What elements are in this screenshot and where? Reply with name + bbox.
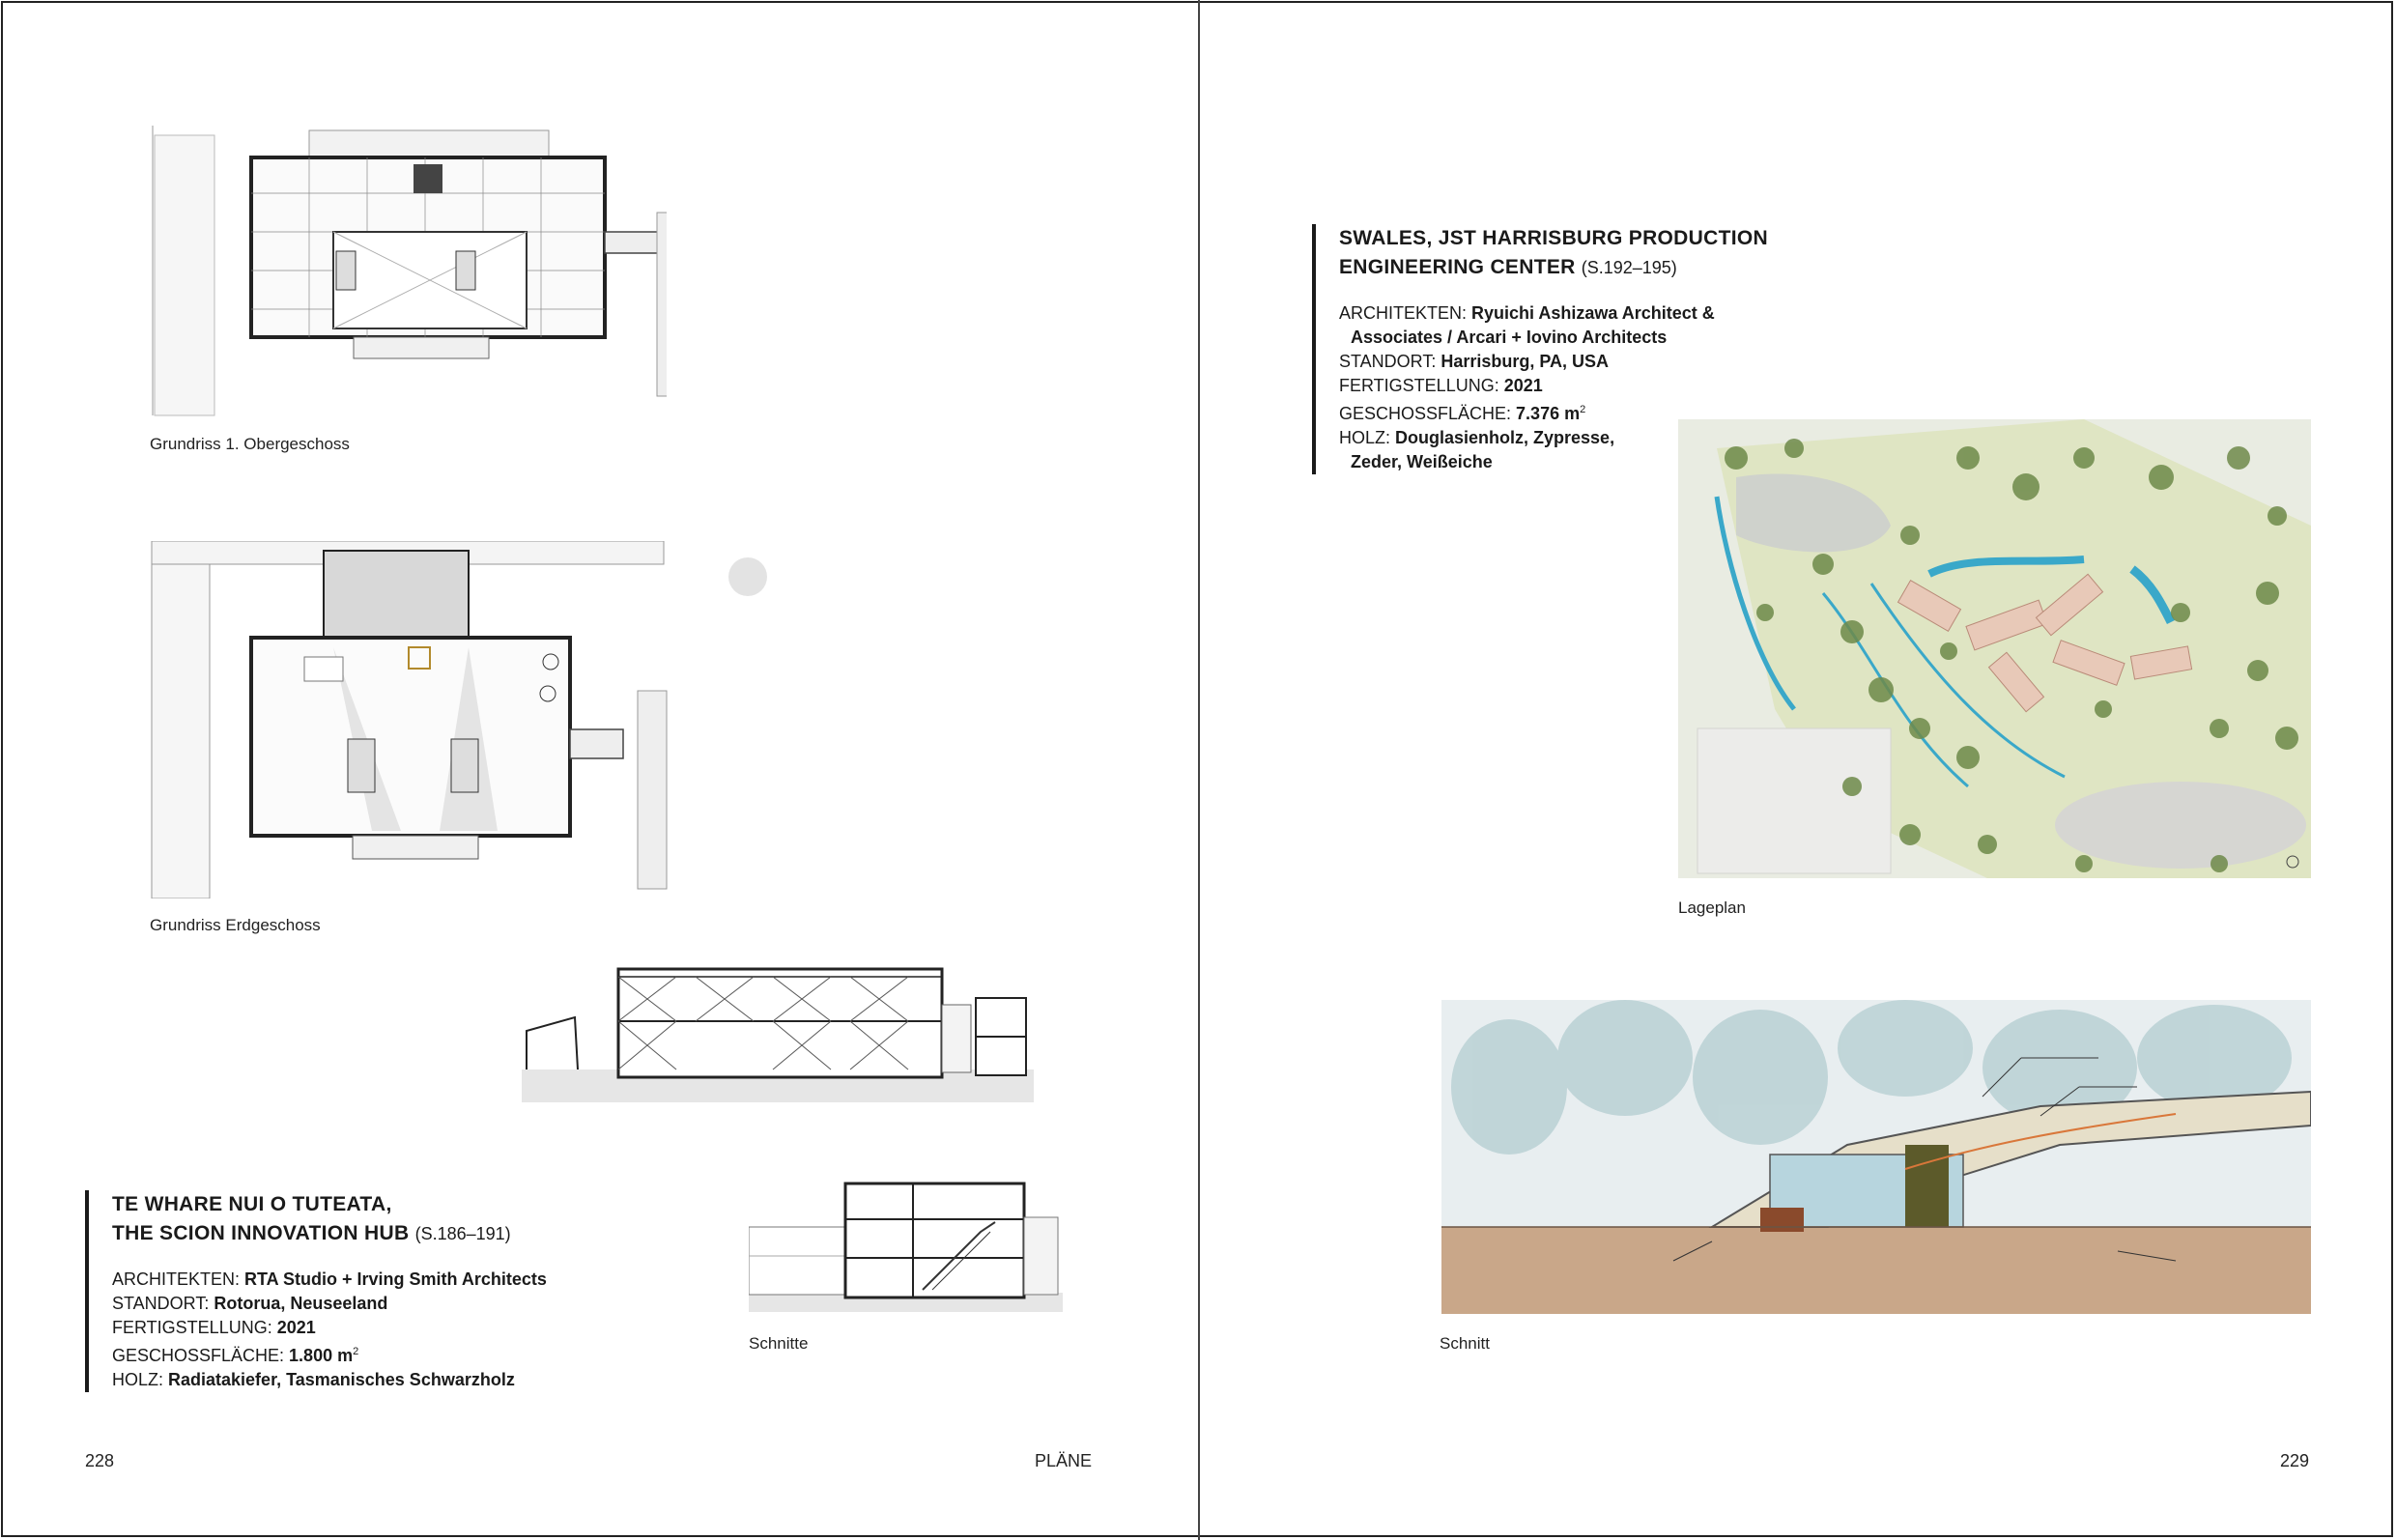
section-drawing-short [749, 1179, 1063, 1314]
detail-floor-area: GESCHOSSFLÄCHE: 1.800 $m^2$ [112, 1346, 359, 1365]
detail-location: STANDORT: Harrisburg, PA, USA [1339, 352, 1610, 371]
project-title-line2: THE SCION INNOVATION HUB [112, 1222, 410, 1244]
caption-site-plan: Lageplan [1678, 898, 1746, 917]
detail-completion: FERTIGSTELLUNG: 2021 [1339, 376, 1543, 395]
book-spine [1198, 0, 1200, 1540]
section-drawing-long [522, 961, 1034, 1106]
detail-floor-area: GESCHOSSFLÄCHE: 7.376 $m^2$ [1339, 404, 1586, 423]
detail-architects: ARCHITEKTEN: RTA Studio + Irving Smith Architects [112, 1269, 547, 1289]
project-title-swales [1339, 224, 1768, 282]
plan-ground-floor [150, 541, 671, 898]
project-info-scion [85, 1190, 547, 1392]
section-drawing-watercolor [1441, 1000, 2311, 1314]
detail-completion: FERTIGSTELLUNG: 2021 [112, 1318, 316, 1337]
page-reference: (S.192–195) [1581, 258, 1677, 277]
plan-upper-floor [145, 126, 667, 420]
caption-plan-upper: Grundriss 1. Obergeschoss [150, 435, 350, 453]
detail-architects: ARCHITEKTEN: Ryuichi Ashizawa Architect & [1339, 303, 1715, 323]
detail-location: STANDORT: Rotorua, Neuseeland [112, 1294, 388, 1313]
running-head: PLÄNE [1035, 1451, 1093, 1470]
registration-mark [728, 557, 767, 596]
page-number-right: 229 [2280, 1451, 2310, 1470]
detail-wood-continued: Zeder, Weißeiche [1351, 452, 1493, 471]
detail-architects-continued: Associates / Arcari + Iovino Architects [1351, 328, 1668, 347]
caption-sections: Schnitte [749, 1334, 809, 1353]
page-reference: (S.186–191) [414, 1224, 511, 1243]
detail-wood: HOLZ: Radiatakiefer, Tasmanisches Schwarzholz [112, 1370, 515, 1389]
caption-section: Schnitt [1440, 1334, 1490, 1353]
project-title-scion [112, 1190, 547, 1248]
caption-plan-ground: Grundriss Erdgeschoss [150, 916, 321, 934]
site-plan-image [1678, 419, 2311, 878]
detail-wood: HOLZ: Douglasienholz, Zypresse, [1339, 428, 1615, 447]
project-title-line1: TE WHARE NUI O TUTEATA, [112, 1193, 392, 1215]
page-number-left: 228 [85, 1451, 115, 1470]
project-title-line1: SWALES, JST HARRISBURG PRODUCTION [1339, 227, 1768, 249]
project-title-line2: ENGINEERING CENTER [1339, 256, 1576, 278]
